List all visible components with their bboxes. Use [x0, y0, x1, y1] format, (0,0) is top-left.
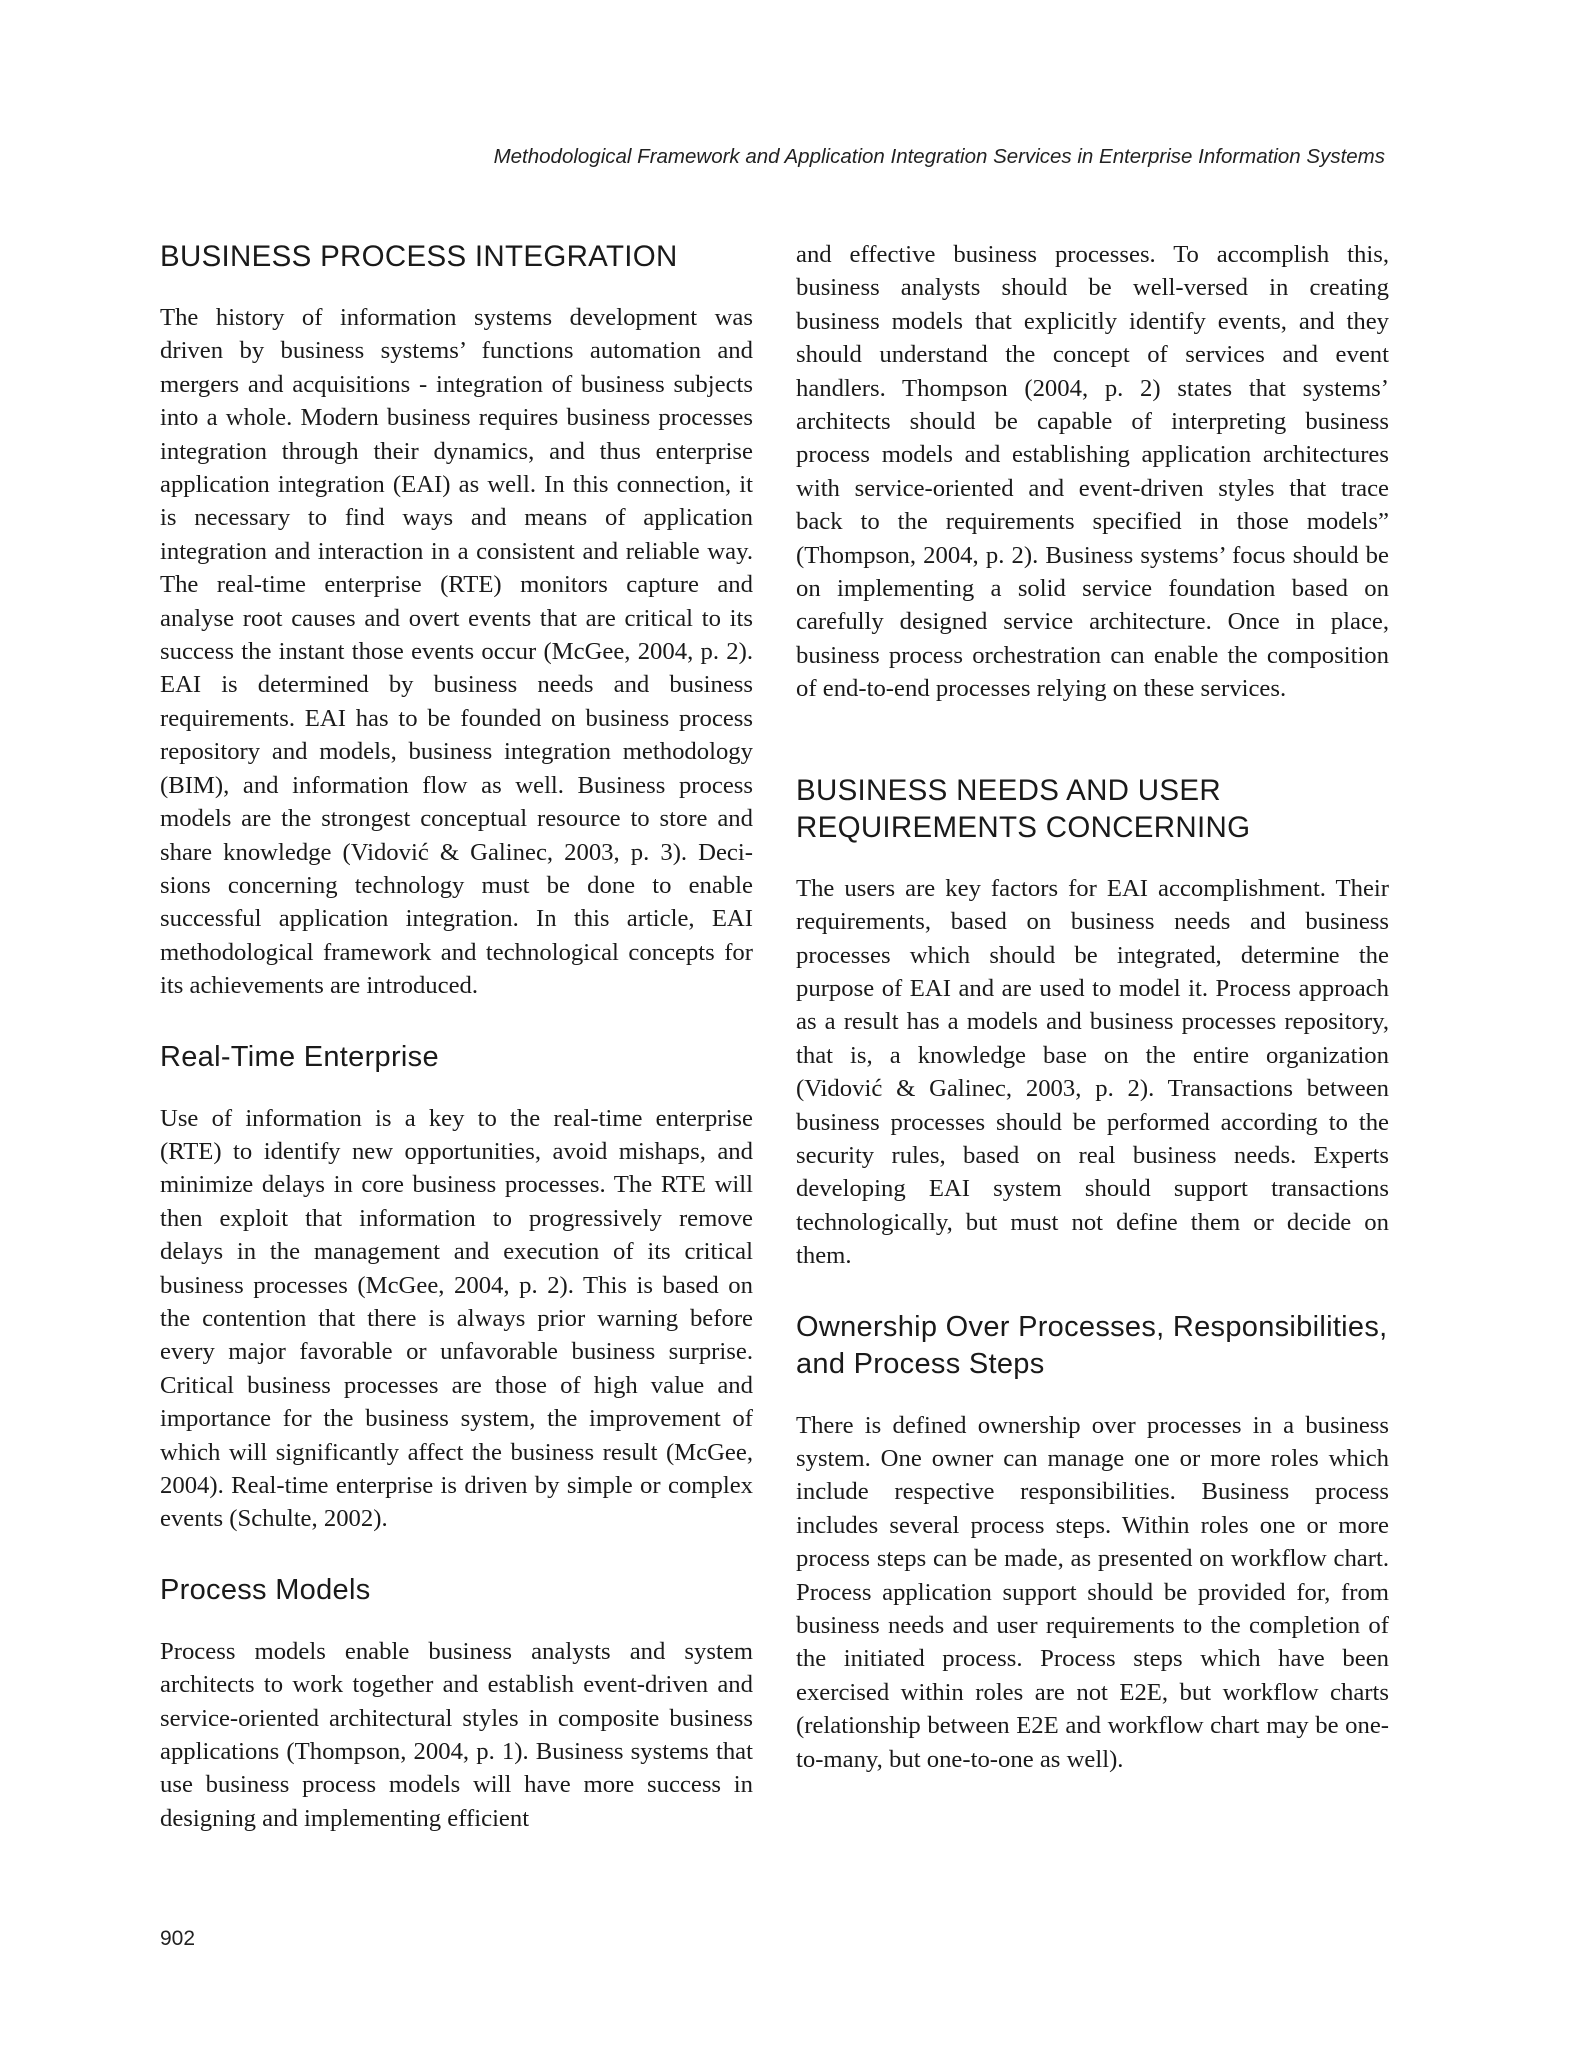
spacer [796, 1273, 1389, 1309]
running-header: Methodological Framework and Application Integration Services in Enterprise Information Systems [493, 145, 1385, 168]
spacer [160, 1536, 753, 1572]
page-number: 902 [160, 1927, 196, 1950]
spacer [160, 1003, 753, 1039]
ownership-paragraph: There is defined ownership over processes in a business system. One owner can manage one or more roles which include respective responsibilities. Business process includes several process steps. Within roles one or more process steps can be made, as presented on workflow chart. Process application support should be provided for, from business needs and user requirements to the completion of the initiated process. Process steps which have been exercised within roles are not E2E, but workflow charts (relationship between E2E and workflow chart may be one-to-many, but one-to-one as well). [796, 1411, 1389, 1773]
section-title-business-process-integration: BUSINESS PROCESS INTEGRATION [160, 240, 678, 273]
section-title-business-needs: BUSINESS NEEDS AND USER REQUIREMENTS CONCERNING [796, 773, 1251, 844]
subsection-title-process-models: Process Models [160, 1573, 371, 1606]
process-models-paragraph: Process models enable business analysts and system architects to work together and establish event-driven and service-oriented architectural styles in composite business applications (Thompson, 2004, p. 1). Business systems that use business process models will have more success in designing and implementing efficient [160, 1637, 753, 1832]
business-needs-paragraph: The users are key factors for EAI accomplishment. Their requirements, based on business needs and business processes which should be integrated, determine the purpose of EAI and are used to model it. Process approach as a result has a models and business processes repository, that is, a knowledge base on the entire organization (Vidović & Galinec, 2003, p. 2). Transactions between business processes should be performed according to the security rules, based on real business needs. Experts developing EAI system should support transactions technologically, but must not define them or decide on them. [796, 874, 1389, 1270]
left-column [160, 238, 753, 1835]
subsection-title-ownership: Ownership Over Processes, Responsibilities, and Process Steps [796, 1310, 1388, 1380]
rte-paragraph: Use of information is a key to the real-time enterprise (RTE) to identify new opportunities, avoid mishaps, and minimize delays in core business processes. The RTE will then exploit that information to progressively remove delays in the management and execution of its critical business processes (McGee, 2004, p. 2). This is based on the contention that there is always prior warning before every major favorable or unfavorable business surprise. Critical business processes are those of high value and importance for the business system, the improvement of which will significantly affect the business result (McGee, 2004). Real-time enterprise is driven by simple or complex events (Schulte, 2002). [160, 1104, 753, 1533]
right-column [796, 238, 1389, 1776]
subsection-title-real-time-enterprise: Real-Time Enterprise [160, 1040, 439, 1073]
intro-paragraph: The history of information systems development was driven by business systems’ functions automation and mergers and acquisitions - integration of business subjects into a whole. Modern business requires business processes integration through their dynamics, and thus enterprise application integration (EAI) as well. In this connection, it is necessary to find ways and means of application integration and interaction in a consistent and reliable way. The real-time enterprise (RTE) monitors capture and analyse root causes and overt events that are critical to its success the instant those events occur (McGee, 2004, p. 2). EAI is determined by business needs and business requirements. EAI has to be founded on business process repository and models, business integration methodology (BIM), and information flow as well. Business process models are the strongest conceptual resource to store and share knowledge (Vidović & Galinec, 2003, p. 3). Decisions concerning technology must be done to enable successful application integration. In this article, EAI methodological framework and technological concepts for its achievements are introduced. [160, 304, 753, 1000]
spacer [796, 706, 1389, 772]
continued-paragraph: and effective business processes. To accomplish this, business analysts should be well-versed in creating business models that explicitly identify events, and they should understand the concept of services and event handlers. Thompson (2004, p. 2) states that systems’ architects should be capable of interpreting business process models and establishing application architectures with service-oriented and event-driven styles that trace back to the requirements specified in those models” (Thompson, 2004, p. 2). Business systems’ focus should be on implementing a solid service foundation based on carefully designed service architecture. Once in place, business process orchestration can enable the composition of end-to-end processes relying on these services. [796, 241, 1389, 703]
